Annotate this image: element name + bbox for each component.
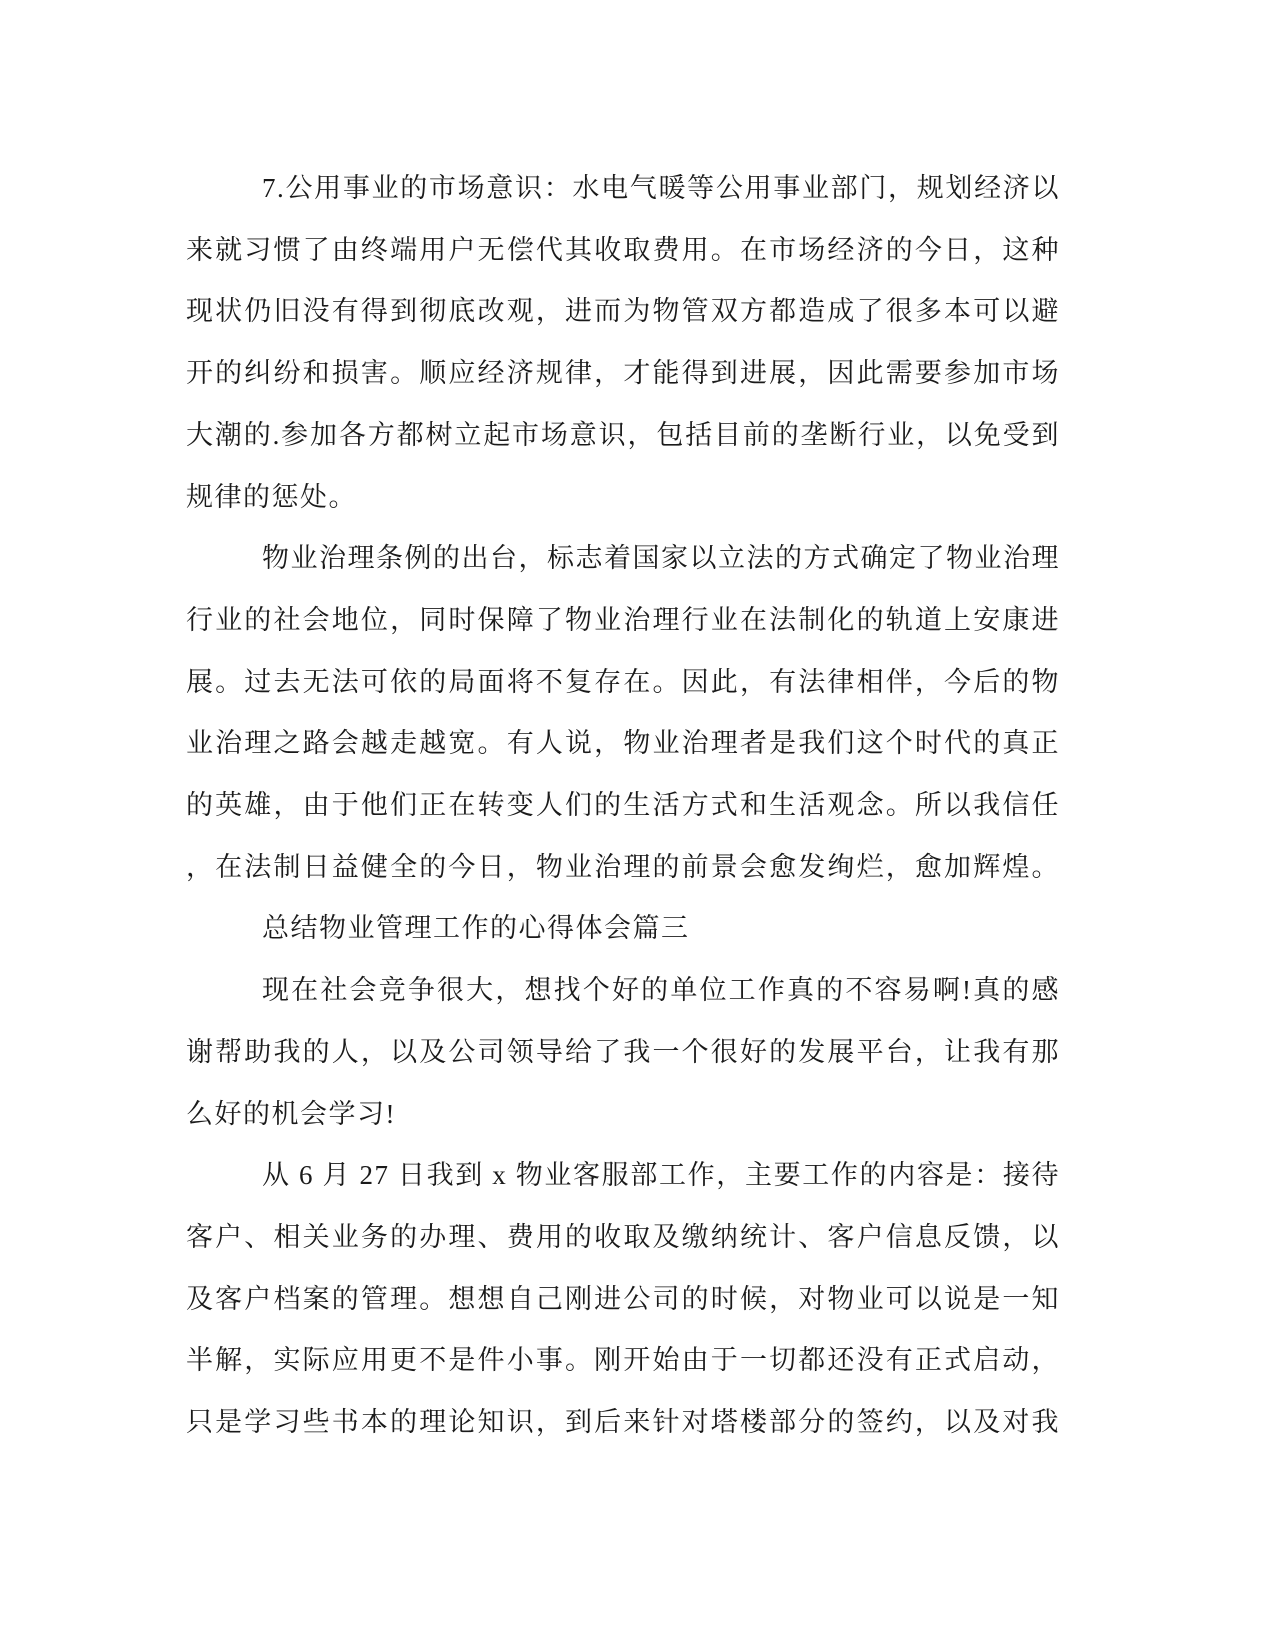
text-line: 现在社会竞争很大，想找个好的单位工作真的不容易啊!真的感 (262, 975, 1060, 1006)
paragraph-gratitude (186, 960, 1060, 1145)
text-line: 么好的机会学习! (186, 1098, 396, 1129)
text-line: 行业的社会地位，同时保障了物业治理行业在法制化的轨道上安康进 (186, 604, 1060, 635)
text-line: 展。过去无法可依的局面将不复存在。因此，有法律相伴，今后的物 (186, 666, 1060, 697)
text-line: 规律的惩处。 (186, 481, 357, 512)
text-line: 7.公用事业的市场意识：水电气暖等公用事业部门，规划经济以 (262, 173, 1060, 203)
text-line: 只是学习些书本的理论知识，到后来针对塔楼部分的签约，以及对我 (186, 1407, 1060, 1438)
text-line: ，在法制日益健全的今日，物业治理的前景会愈发绚烂，愈加辉煌。 (186, 851, 1060, 882)
text-line: 半解，实际应用更不是件小事。刚开始由于一切都还没有正式启动， (186, 1345, 1060, 1376)
text-line: 从 6 月 27 日我到 x 物业客服部工作，主要工作的内容是：接待 (262, 1160, 1060, 1191)
text-line: 及客户档案的管理。想想自己刚进公司的时候，对物业可以说是一知 (186, 1283, 1060, 1314)
section-heading-part-three (186, 898, 1060, 960)
text-line: 来就习惯了由终端用户无偿代其收取费用。在市场经济的今日，这种 (186, 234, 1060, 265)
text-line: 业治理之路会越走越宽。有人说，物业治理者是我们这个时代的真正 (186, 728, 1060, 759)
paragraph-customer-service-work (186, 1145, 1060, 1454)
text-line: 客户、相关业务的办理、费用的收取及缴纳统计、客户信息反馈，以 (186, 1221, 1060, 1252)
paragraph-utilities-market-awareness (186, 158, 1060, 528)
text-line: 谢帮助我的人，以及公司领导给了我一个很好的发展平台，让我有那 (186, 1036, 1060, 1067)
text-line: 现状仍旧没有得到彻底改观，进而为物管双方都造成了很多本可以避 (186, 296, 1060, 327)
text-line: 的英雄，由于他们正在转变人们的生活方式和生活观念。所以我信任 (186, 790, 1060, 821)
paragraph-property-regulation (186, 528, 1060, 898)
text-line: 总结物业管理工作的心得体会篇三 (262, 913, 690, 944)
text-line: 物业治理条例的出台，标志着国家以立法的方式确定了物业治理 (262, 543, 1060, 574)
text-line: 大潮的.参加各方都树立起市场意识，包括目前的垄断行业，以免受到 (186, 419, 1060, 450)
document-text-block (186, 158, 1060, 1454)
text-line: 开的纠纷和损害。顺应经济规律，才能得到进展，因此需要参加市场 (186, 358, 1060, 389)
